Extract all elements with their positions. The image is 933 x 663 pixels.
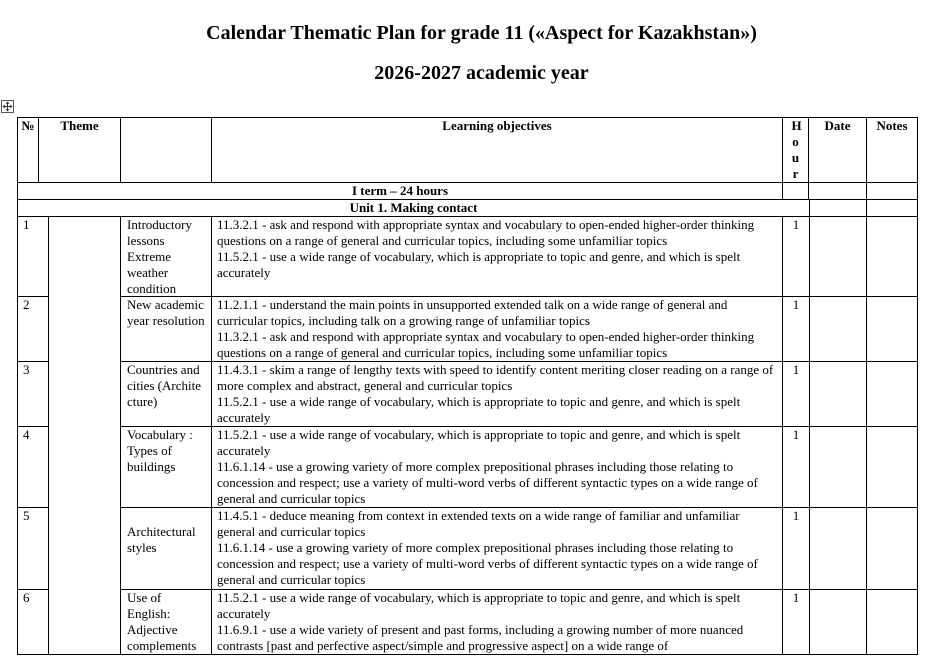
row-3-hours: 1 [782,361,810,427]
row-2-number: 2 [17,296,49,362]
row-6-objective-2: 11.6.9.1 - use a wide variety of present and past forms, including a growing number of more nuanced contrasts [past and perfective aspect/simple and progressive aspect] on a wide range of [217,622,744,653]
header-theme: Theme [38,117,121,183]
row-4-objective-1: 11.5.2.1 - use a wide range of vocabulary, which is appropriate to topic and genre, and which is spelt accurately [217,427,741,458]
header-notes: Notes [866,117,918,183]
row-3-objectives [211,361,783,427]
unit-heading: Unit 1. Making contact [17,199,810,217]
row-5-notes [866,507,918,590]
row-6-date [809,589,867,655]
unit-notes-cell [866,199,918,217]
term-date-cell [808,182,867,200]
header-hour [782,117,809,183]
row-3-objective-1: 11.4.3.1 - skim a range of lengthy texts with speed to identify content meriting closer reading on a range of more complex and abstract, general and curricular topics [217,362,774,393]
row-6-objective-1: 11.5.2.1 - use a wide range of vocabulary, which is appropriate to topic and genre, and which is spelt accurately [217,590,741,621]
row-1-notes [866,216,918,297]
row-3-objective-2: 11.5.2.1 - use a wide range of vocabulary, which is appropriate to topic and genre, and which is spelt accurately [217,394,741,425]
header-hour-label: H o u r [791,118,802,181]
row-6-notes [866,589,918,655]
unit-date-cell [809,199,867,217]
row-3-date [809,361,867,427]
row-2-objective-2: 11.3.2.1 - ask and respond with appropriate syntax and vocabulary to open-ended higher-order thinking questions on a range of general and curricular topics, including some unfamiliar topics [217,329,755,360]
document-title: Calendar Thematic Plan for grade 11 («Aspect for Kazakhstan») [206,22,757,44]
header-date: Date [808,117,867,183]
row-2-objectives [211,296,783,362]
row-4-date [809,426,867,508]
row-6-topic: Use of English: Adjective complements [120,589,212,655]
header-objectives: Learning objectives [211,117,783,183]
row-5-topic: Architectural styles [120,507,212,590]
row-5-objective-2: 11.6.1.14 - use a growing variety of more complex prepositional phrases including those relating to concession and respect; use a variety of multi-word verbs of different syntactic types on a wide range of general and curricular topics [217,540,758,587]
row-4-objectives [211,426,783,508]
row-1-number: 1 [17,216,49,297]
row-5-date [809,507,867,590]
row-4-objective-2: 11.6.1.14 - use a growing variety of more complex prepositional phrases including those relating to concession and respect; use a variety of multi-word verbs of different syntactic types on a wide range of general and curricular topics [217,459,758,506]
header-number: № [17,117,39,183]
row-2-objective-1: 11.2.1.1 - understand the main points in unsupported extended talk on a wide range of general and curricular topics, including talk on a growing range of unfamiliar topics [217,297,728,328]
row-3-number: 3 [17,361,49,427]
row-4-hours: 1 [782,426,810,508]
table-move-handle[interactable] [1,100,14,113]
row-5-objective-1: 11.4.5.1 - deduce meaning from context in extended texts on a wide range of familiar and unfamiliar general and curricular topics [217,508,740,539]
row-6-objectives [211,589,783,655]
row-2-topic: New academic year resolution [120,296,212,362]
term-heading: I term – 24 hours [17,182,783,200]
row-1-date [809,216,867,297]
row-2-hours: 1 [782,296,810,362]
move-arrows-icon [2,101,13,112]
row-1-topic: Introductory lessons Extreme weather condition [120,216,212,297]
row-2-date [809,296,867,362]
header-topic-blank [120,117,212,183]
row-1-objectives [211,216,783,297]
term-hour-cell [782,182,809,200]
row-1-objective-1: 11.3.2.1 - ask and respond with appropriate syntax and vocabulary to open-ended higher-order thinking questions on a range of general and curricular topics, including some unfamiliar topics [217,217,755,248]
row-5-hours: 1 [782,507,810,590]
row-3-notes [866,361,918,427]
row-1-hours: 1 [782,216,810,297]
row-4-number: 4 [17,426,49,508]
row-2-notes [866,296,918,362]
row-6-hours: 1 [782,589,810,655]
row-5-number: 5 [17,507,49,590]
theme-merged-cell [48,216,121,655]
row-3-topic: Countries and cities (Architecture) [120,361,212,427]
row-4-notes [866,426,918,508]
row-6-number: 6 [17,589,49,655]
document-subtitle: 2026-2027 academic year [374,62,589,84]
row-4-topic: Vocabulary : Types of buildings [120,426,212,508]
row-5-objectives [211,507,783,590]
term-notes-cell [866,182,918,200]
row-1-objective-2: 11.5.2.1 - use a wide range of vocabulary, which is appropriate to topic and genre, and which is spelt accurately [217,249,741,280]
